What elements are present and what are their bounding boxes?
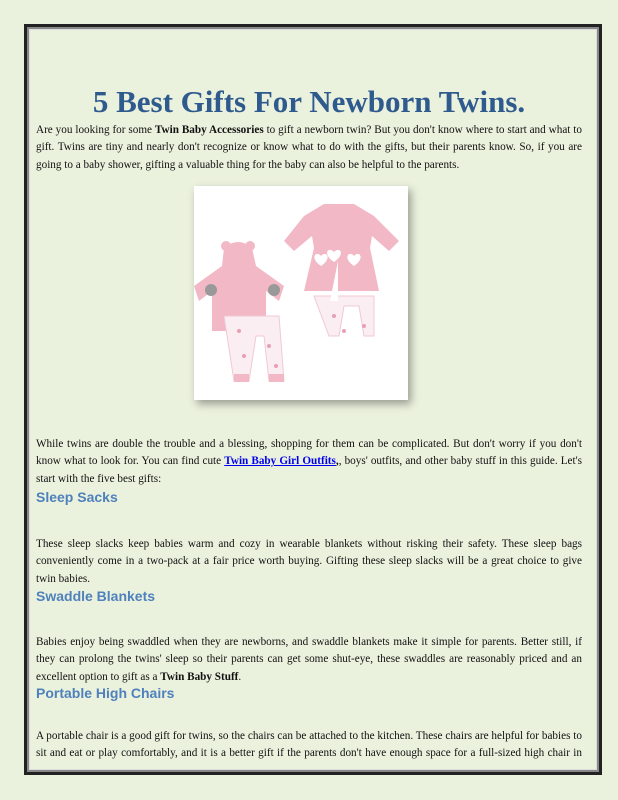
twin-baby-girl-outfits-link[interactable]: Twin Baby Girl Outfits (224, 455, 336, 468)
baby-outfits-illustration (194, 186, 408, 400)
portable-high-chairs-paragraph: A portable chair is a good gift for twins, so the chairs can be attached to the kitchen. These chairs are helpful for babies to sit and eat or play comfortably, and it is a better gift if the parents don't have enough space for a full-sized high chair in (36, 730, 582, 760)
guide-paragraph (36, 436, 582, 488)
intro-paragraph (36, 122, 582, 174)
heading-sleep-sacks: Sleep Sacks (36, 489, 118, 505)
intro-text-rest: to gift a newborn twin? But you don't know where to start and what to gift. Twins are tiny and nearly don't recognize or know what to do with the gifts, but their parents know. So, if you are going to a baby shower, gifting a valuable thing for the baby can also be helpful to the parents. (36, 124, 582, 171)
swaddle-text: Babies enjoy being swaddled when they are newborns, and swaddle blankets make it simple for parents. Better still, if they can prolong the twins' sleep so their parents can get some shut-eye, these swaddles are reasonably priced and an excellent option to gift as a (36, 636, 582, 683)
guide-text-rest: , boys' outfits, and other baby stuff in this guide. Let's start with the five best gifts: (36, 455, 582, 485)
keyword-twin-baby-accessories: Twin Baby Accessories (154, 124, 264, 136)
page-title: 5 Best Gifts For Newborn Twins. (92, 84, 526, 119)
sleep-sacks-paragraph: These sleep slacks keep babies warm and cozy in wearable blankets without risking their safety. These sleep bags conveniently come in a two-pack at a fair price worth buying. Gifting these sleep slacks will be a great choice to give twin babies. (36, 538, 582, 585)
heading-swaddle-blankets: Swaddle Blankets (36, 588, 156, 604)
keyword-twin-baby-stuff: Twin Baby Stuff (160, 670, 239, 683)
intro-text: Are you looking for some (36, 124, 155, 136)
period: . (238, 670, 242, 683)
guide-text: While twins are double the trouble and a blessing, shopping for them can be complicated. But don't worry if you don't know what to look for. You can find cute (36, 438, 582, 468)
twin-outfits-image (194, 186, 408, 400)
swaddle-blankets-paragraph (36, 634, 582, 686)
comma: , (335, 455, 339, 468)
heading-portable-high-chairs: Portable High Chairs (36, 685, 175, 701)
